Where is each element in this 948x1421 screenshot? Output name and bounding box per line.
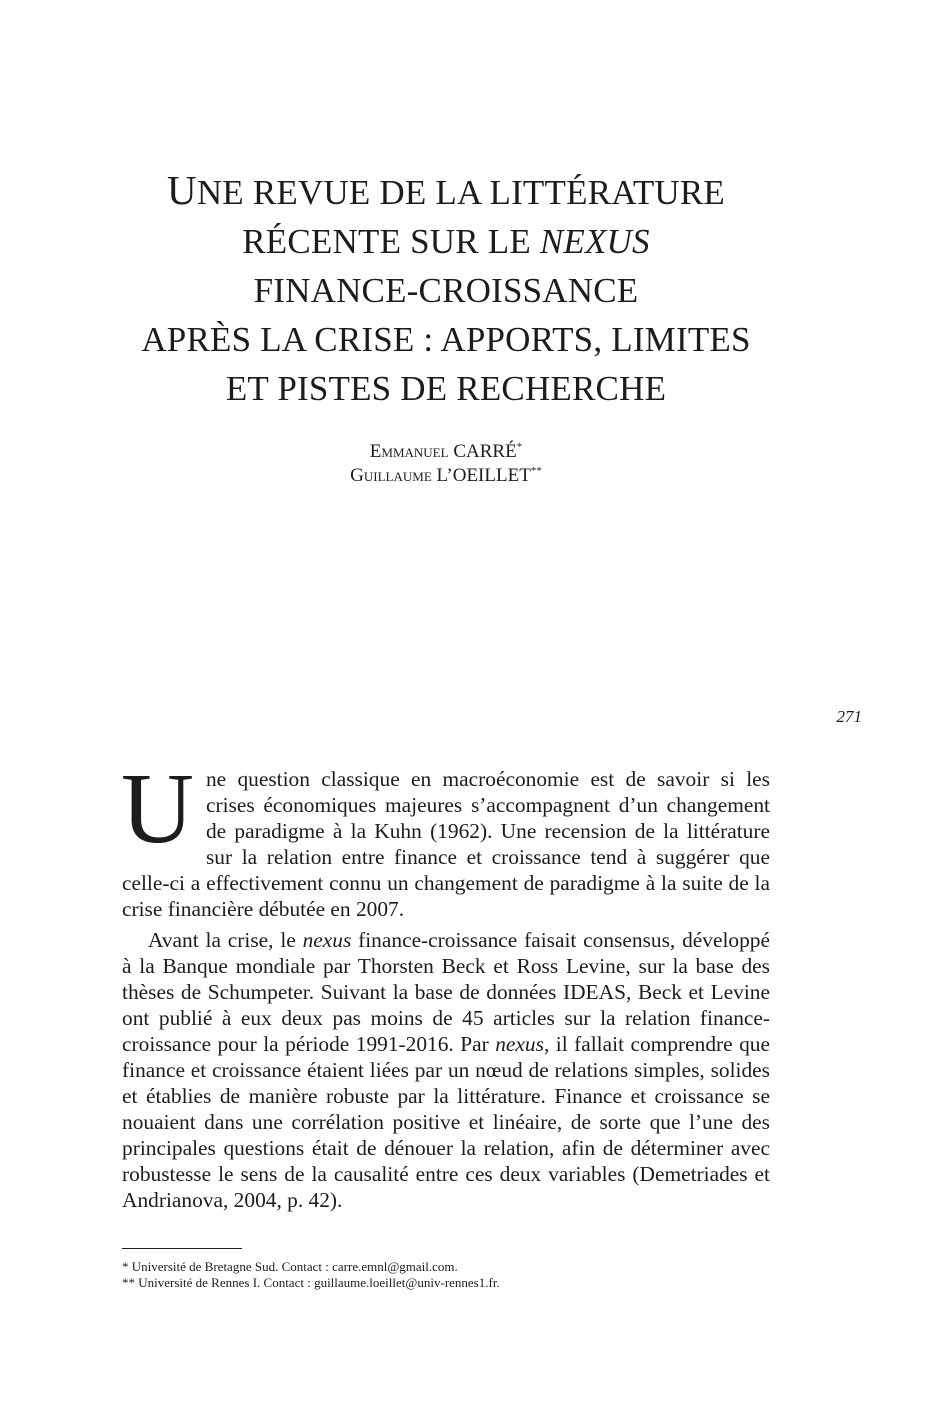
title-line-2 [120, 217, 772, 266]
footnote-separator [122, 1248, 242, 1249]
title-line-3: FINANCE-CROISSANCE [253, 271, 639, 310]
title-line-2-text: RÉCENTE SUR LE [242, 222, 540, 261]
author-2-first-name: Guillaume [350, 465, 432, 486]
title-line-1-rest: NE REVUE DE LA LITTÉRATURE [196, 173, 725, 212]
paragraph-1 [121, 752, 770, 922]
footnote-2: ** Université de Rennes I. Contact : guillaume.loeillet@univ-rennes1.fr. [122, 1275, 500, 1290]
footnotes [122, 1259, 770, 1291]
author-2-last-name: L’OEILLET [436, 465, 531, 486]
author-1-first-name: Emmanuel [369, 441, 449, 462]
article-title [120, 166, 772, 413]
paragraph-2 [122, 927, 770, 1213]
author-list [120, 440, 772, 488]
title-line-4: APRÈS LA CRISE : APPORTS, LIMITES [141, 320, 751, 359]
footnote-1: * Université de Bretagne Sud. Contact : carre.emnl@gmail.com. [122, 1259, 458, 1274]
author-2 [120, 464, 772, 488]
drop-cap: U [121, 752, 194, 864]
paragraph-2-part-2: finance-croissance faisait consensus, développé à la Banque mondiale par Thorsten Beck et Ross Levine, sur la base des thèses de Schumpeter. Suivant la base de données IDEAS, Beck et Levine ont publié à eux deux pas moins de 45 articles sur la relation finance-croissance pour la période 1991-2016. Par [122, 928, 770, 1056]
paragraph-2-part-3: , il fallait comprendre que finance et croissance étaient liées par un nœud de relations simples, solides et établies de manière robuste par la littérature. Finance et croissance se nouaient dans une corrélation positive et linéaire, de sorte que l’une des principales questions était de dénouer la relation, afin de déterminer avec robustesse le sens de la causalité entre ces deux variables (Demetriades et Andrianova, 2004, p. 42). [122, 1032, 770, 1212]
title-initial: U [167, 167, 197, 213]
title-nexus-italic: NEXUS [539, 222, 650, 261]
nexus-italic-2: nexus [495, 1032, 544, 1056]
author-1-last-name: CARRÉ [453, 441, 517, 462]
nexus-italic-1: nexus [302, 928, 352, 952]
author-1-footnote-mark: * [516, 441, 523, 453]
title-line-1 [120, 166, 772, 217]
title-line-5: ET PISTES DE RECHERCHE [225, 369, 667, 408]
article-body [121, 752, 770, 1213]
author-1 [120, 440, 772, 464]
page-number: 271 [836, 707, 862, 726]
paragraph-2-part-1: Avant la crise, le [148, 928, 303, 952]
author-2-footnote-mark: ** [530, 465, 542, 477]
paragraph-1-text: ne question classique en macroéconomie est de savoir si les crises économiques majeures s’accompagnent d’un changement de paradigme à la Kuhn (1962). Une recension de la littérature sur la relation entre finance et croissance tend à suggérer que celle-ci a effectivement connu un changement de paradigme à la suite de la crise financière débutée en 2007. [122, 767, 770, 921]
